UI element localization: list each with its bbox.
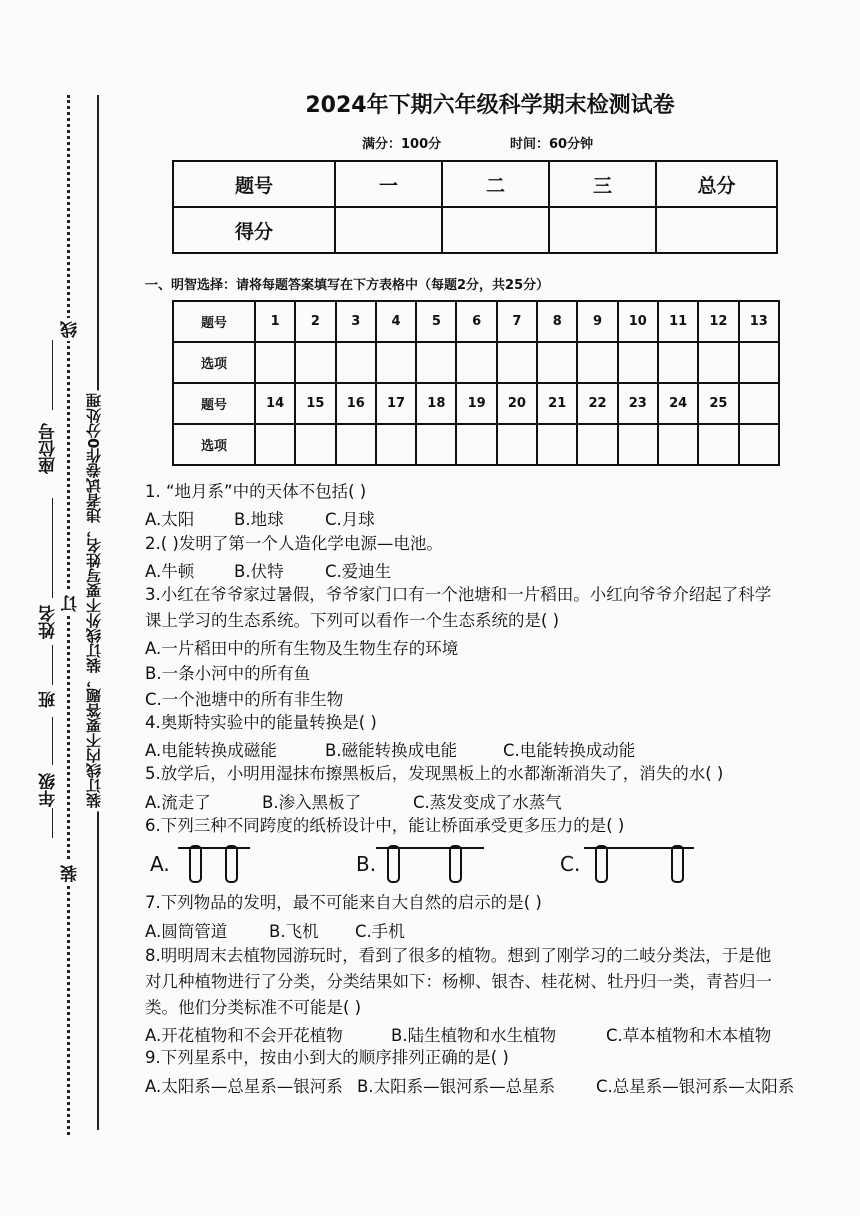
answer-number-label: 题号 <box>173 301 255 342</box>
score-header-cell: 总分 <box>656 161 777 207</box>
answer-option-label: 选项 <box>173 342 255 383</box>
class-fill-line[interactable] <box>52 645 53 685</box>
score-table-header-row <box>173 161 777 207</box>
answer-number: 15 <box>295 383 335 424</box>
answer-number: 11 <box>658 301 698 342</box>
answer-cell[interactable] <box>456 424 496 465</box>
answer-number: 14 <box>255 383 295 424</box>
answer-cell[interactable] <box>618 424 658 465</box>
score-row-label: 得分 <box>173 207 335 253</box>
answer-cell[interactable] <box>295 342 335 383</box>
question-8-option-b[interactable]: B.陆生植物和水生植物 <box>391 1026 557 1045</box>
bridge-b-icon <box>376 840 486 886</box>
bridge-a-icon <box>178 840 250 886</box>
question-8-stem-line-2: 对几种植物进行了分类，分类结果如下：杨柳、银杏、桂花树、牡丹归一类，青苔归一 <box>145 972 772 991</box>
question-1-stem: 1. “地月系”中的天体不包括( ) <box>145 482 367 501</box>
answer-cell[interactable] <box>336 424 376 465</box>
answer-number: 6 <box>456 301 496 342</box>
score-header-cell: 一 <box>335 161 442 207</box>
answer-cell[interactable] <box>577 424 617 465</box>
seat-label: 座位号 <box>36 420 61 477</box>
question-4-option-c[interactable]: C.电能转换成动能 <box>503 741 636 760</box>
answer-number: 9 <box>577 301 617 342</box>
question-1-option-c[interactable]: C.月球 <box>325 510 375 529</box>
question-4-stem: 4.奥斯特实验中的能量转换是( ) <box>145 713 377 732</box>
answer-number: 12 <box>698 301 738 342</box>
name-label: 姓名 <box>36 602 61 642</box>
question-3-option-b[interactable]: B.一条小河中的所有鱼 <box>145 664 311 683</box>
question-7-option-b[interactable]: B.飞机 <box>269 922 319 941</box>
answer-cell[interactable] <box>577 342 617 383</box>
answer-cell[interactable] <box>497 342 537 383</box>
full-score: 满分：100分 <box>362 137 442 152</box>
question-3-stem-line-2: 课上学习的生态系统。下列可以看作一个生态系统的是( ) <box>145 611 560 630</box>
answer-number: 23 <box>618 383 658 424</box>
answer-number: 22 <box>577 383 617 424</box>
answer-number: 8 <box>537 301 577 342</box>
answer-number: 5 <box>416 301 456 342</box>
answer-cell[interactable] <box>295 424 335 465</box>
binding-notice: 装订线内不要答题，装订线外不要写姓名，违者试卷作0分处理 <box>83 390 104 811</box>
question-9-option-a[interactable]: A.太阳系—总星系—银河系 <box>145 1077 343 1096</box>
answer-cell[interactable] <box>618 342 658 383</box>
answer-number: 3 <box>336 301 376 342</box>
answer-number: 24 <box>658 383 698 424</box>
score-table <box>172 160 778 254</box>
score-table-score-row <box>173 207 777 253</box>
question-8-stem-line-3: 类。他们分类标准不可能是( ) <box>145 998 362 1017</box>
question-1-option-b[interactable]: B.地球 <box>234 510 284 529</box>
question-8-stem-line-1: 8.明明周末去植物园游玩时，看到了很多的植物。想到了刚学习的二岐分类法，于是他 <box>145 946 772 965</box>
answer-option-row <box>173 424 779 465</box>
question-2-option-a[interactable]: A.牛顿 <box>145 562 195 581</box>
answer-cell[interactable] <box>698 424 738 465</box>
answer-number: 4 <box>376 301 416 342</box>
seat-fill-line[interactable] <box>52 340 53 410</box>
question-3-stem-line-1: 3.小红在爷爷家过暑假，爷爷家门口有一个池塘和一片稻田。小红向爷爷介绍起了科学 <box>145 585 772 604</box>
question-7-option-c[interactable]: C.手机 <box>355 922 405 941</box>
answer-number: 25 <box>698 383 738 424</box>
score-cell[interactable] <box>549 207 656 253</box>
question-9-stem: 9.下列星系中，按由小到大的顺序排列正确的是( ) <box>145 1048 509 1067</box>
answer-cell[interactable] <box>658 342 698 383</box>
grade-label: 年级 <box>36 770 61 810</box>
class-label: 班 <box>36 688 61 711</box>
answer-number: 20 <box>497 383 537 424</box>
question-2-stem: 2.( )发明了第一个人造化学电源—电池。 <box>145 534 443 553</box>
answer-number: 21 <box>537 383 577 424</box>
answer-number: 16 <box>336 383 376 424</box>
answer-number: 17 <box>376 383 416 424</box>
bridge-design-a[interactable] <box>150 840 250 890</box>
score-cell[interactable] <box>335 207 442 253</box>
binding-ding-char: 订 <box>58 592 83 615</box>
question-7-stem: 7.下列物品的发明，最不可能来自大自然的启示的是( ) <box>145 893 542 912</box>
binding-zhuang-char: 装 <box>58 862 83 885</box>
answer-number-row <box>173 301 779 342</box>
answer-option-row <box>173 342 779 383</box>
answer-number: 2 <box>295 301 335 342</box>
answer-cell[interactable] <box>376 342 416 383</box>
section-1-heading: 一、明智选择：请将每题答案填写在下方表格中（每题2分，共25分） <box>145 278 550 293</box>
answer-number-label: 题号 <box>173 383 255 424</box>
score-cell[interactable] <box>656 207 777 253</box>
answer-cell[interactable] <box>698 342 738 383</box>
question-5-option-c[interactable]: C.蒸发变成了水蒸气 <box>413 793 562 812</box>
question-8-option-c[interactable]: C.草本植物和木本植物 <box>606 1026 772 1045</box>
answer-cell[interactable] <box>376 424 416 465</box>
answer-cell[interactable] <box>456 342 496 383</box>
question-8-option-a[interactable]: A.开花植物和不会开花植物 <box>145 1026 343 1045</box>
question-4-option-a[interactable]: A.电能转换成磁能 <box>145 741 277 760</box>
answer-number: 19 <box>456 383 496 424</box>
question-6-option-c: C. <box>560 852 581 876</box>
question-9-option-c[interactable]: C.总星系—银河系—太阳系 <box>596 1077 795 1096</box>
score-cell[interactable] <box>442 207 549 253</box>
answer-number: 1 <box>255 301 295 342</box>
question-4-option-b[interactable]: B.磁能转换成电能 <box>325 741 458 760</box>
question-5-option-a[interactable]: A.流走了 <box>145 793 211 812</box>
answer-cell[interactable] <box>497 424 537 465</box>
answer-cell[interactable] <box>336 342 376 383</box>
answer-number-row <box>173 383 779 424</box>
name-fill-line[interactable] <box>52 498 53 598</box>
answer-number: 18 <box>416 383 456 424</box>
question-5-stem: 5.放学后，小明用湿抹布擦黑板后，发现黑板上的水都渐渐消失了，消失的水( ) <box>145 764 724 783</box>
answer-number: 13 <box>739 301 779 342</box>
score-header-cell: 二 <box>442 161 549 207</box>
question-9-option-b[interactable]: B.太阳系—银河系—总星系 <box>357 1077 556 1096</box>
answer-number: 10 <box>618 301 658 342</box>
answer-cell[interactable] <box>537 424 577 465</box>
answer-cell[interactable] <box>537 342 577 383</box>
grade-fill-line[interactable] <box>52 717 53 765</box>
question-3-option-a[interactable]: A.一片稻田中的所有生物及生物生存的环境 <box>145 639 459 658</box>
question-3-option-c[interactable]: C.一个池塘中的所有非生物 <box>145 690 344 709</box>
bridge-c-icon <box>584 840 696 886</box>
answer-number-empty <box>739 383 779 424</box>
bridge-design-b[interactable] <box>356 840 486 890</box>
binding-line-char: 线 <box>58 318 83 341</box>
binding-dotted-line <box>67 95 70 1135</box>
answer-cell[interactable] <box>255 424 295 465</box>
question-1-option-a[interactable]: A.太阳 <box>145 510 195 529</box>
answer-cell[interactable] <box>416 424 456 465</box>
answer-cell[interactable] <box>255 342 295 383</box>
bridge-design-c[interactable] <box>560 840 700 890</box>
score-header-cell: 题号 <box>173 161 335 207</box>
answer-table <box>172 300 780 466</box>
score-header-cell: 三 <box>549 161 656 207</box>
exam-time: 时间：60分钟 <box>510 137 594 152</box>
answer-cell[interactable] <box>416 342 456 383</box>
exam-title: 2024年下期六年级科学期末检测试卷 <box>305 93 675 118</box>
answer-cell[interactable] <box>739 342 779 383</box>
question-5-option-b[interactable]: B.渗入黑板了 <box>262 793 362 812</box>
question-6-option-b: B. <box>356 852 377 876</box>
answer-cell-empty <box>739 424 779 465</box>
question-2-option-b[interactable]: B.伏特 <box>234 562 284 581</box>
grade-fill-line-lower[interactable] <box>52 808 53 838</box>
question-7-option-a[interactable]: A.圆筒管道 <box>145 922 228 941</box>
question-6-option-a: A. <box>150 852 170 876</box>
question-6-stem: 6.下列三种不同跨度的纸桥设计中，能让桥面承受更多压力的是( ) <box>145 816 625 835</box>
answer-option-label: 选项 <box>173 424 255 465</box>
question-2-option-c[interactable]: C.爱迪生 <box>325 562 392 581</box>
answer-number: 7 <box>497 301 537 342</box>
answer-cell[interactable] <box>658 424 698 465</box>
